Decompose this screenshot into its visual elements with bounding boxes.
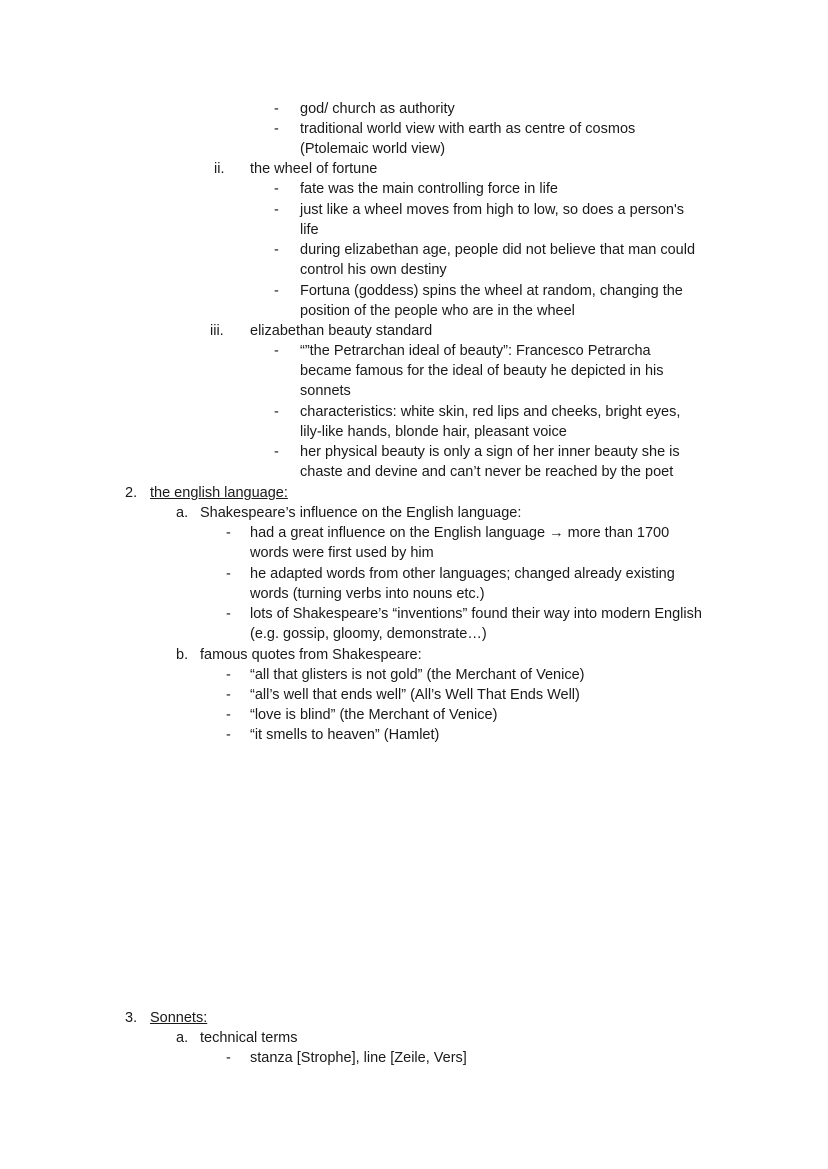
list-item-continued: lily-like hands, blonde hair, pleasant voice [300, 424, 567, 440]
subsection-title: elizabethan beauty standard [250, 323, 433, 339]
list-item-continued: life [300, 222, 319, 238]
bullet-dash: - [274, 242, 279, 258]
section-number: 3. [125, 1010, 138, 1026]
list-item: “all that glisters is not gold” (the Merchant of Venice) [250, 667, 585, 683]
section-title: Sonnets: [150, 1010, 208, 1026]
subsection-title: famous quotes from Shakespeare: [200, 647, 422, 663]
list-item: had a great influence on the English language → more than 1700 [250, 525, 670, 541]
bullet-dash: - [226, 667, 231, 683]
list-item-continued: sonnets [300, 383, 351, 399]
list-item: her physical beauty is only a sign of her inner beauty she is [300, 444, 680, 460]
list-item: “all’s well that ends well” (All’s Well That Ends Well) [250, 687, 580, 703]
bullet-dash: - [226, 707, 231, 723]
bullet-dash: - [274, 343, 279, 359]
list-item: traditional world view with earth as centre of cosmos [300, 121, 636, 137]
section-number: 2. [125, 485, 138, 501]
bullet-dash: - [274, 181, 279, 197]
list-item: during elizabethan age, people did not believe that man could [300, 242, 696, 258]
list-item-continued: (e.g. gossip, gloomy, demonstrate…) [250, 626, 487, 642]
bullet-dash: - [274, 404, 279, 420]
list-item: “”the Petrarchan ideal of beauty”: Francesco Petrarcha [300, 343, 651, 359]
list-item: just like a wheel moves from high to low, so does a person's [300, 202, 684, 218]
bullet-dash: - [226, 525, 231, 541]
bullet-dash: - [226, 566, 231, 582]
list-item: he adapted words from other languages; changed already existing [250, 566, 675, 582]
subsection-title: the wheel of fortune [250, 161, 378, 177]
bullet-dash: - [274, 101, 279, 117]
list-item-continued: words were first used by him [250, 545, 434, 561]
list-item-continued: (Ptolemaic world view) [300, 141, 446, 157]
bullet-dash: - [274, 121, 279, 137]
roman-marker: ii. [214, 161, 225, 177]
list-item-continued: position of the people who are in the wheel [300, 303, 575, 319]
list-item: stanza [Strophe], line [Zeile, Vers] [250, 1050, 467, 1066]
list-item-continued: control his own destiny [300, 262, 447, 278]
list-item: god/ church as authority [300, 101, 455, 117]
subsection-title: Shakespeare’s influence on the English language: [200, 505, 522, 521]
bullet-dash: - [226, 687, 231, 703]
subsection-title: technical terms [200, 1030, 298, 1046]
list-item: fate was the main controlling force in life [300, 181, 558, 197]
letter-marker: b. [176, 647, 189, 663]
roman-marker: iii. [210, 323, 224, 339]
bullet-dash: - [226, 1050, 231, 1066]
list-item: characteristics: white skin, red lips and cheeks, bright eyes, [300, 404, 681, 420]
list-item-continued: chaste and devine and can’t never be reached by the poet [300, 464, 674, 480]
bullet-dash: - [274, 283, 279, 299]
list-item: “it smells to heaven” (Hamlet) [250, 727, 440, 743]
list-item: “love is blind” (the Merchant of Venice) [250, 707, 498, 723]
bullet-dash: - [226, 727, 231, 743]
list-item: lots of Shakespeare’s “inventions” found their way into modern English [250, 606, 702, 622]
bullet-dash: - [226, 606, 231, 622]
bullet-dash: - [274, 444, 279, 460]
list-item-continued: became famous for the ideal of beauty he depicted in his [300, 363, 664, 379]
letter-marker: a. [176, 505, 189, 521]
section-title: the english language: [150, 485, 288, 501]
letter-marker: a. [176, 1030, 189, 1046]
list-item: Fortuna (goddess) spins the wheel at random, changing the [300, 283, 683, 299]
list-item-continued: words (turning verbs into nouns etc.) [250, 586, 485, 602]
bullet-dash: - [274, 202, 279, 218]
